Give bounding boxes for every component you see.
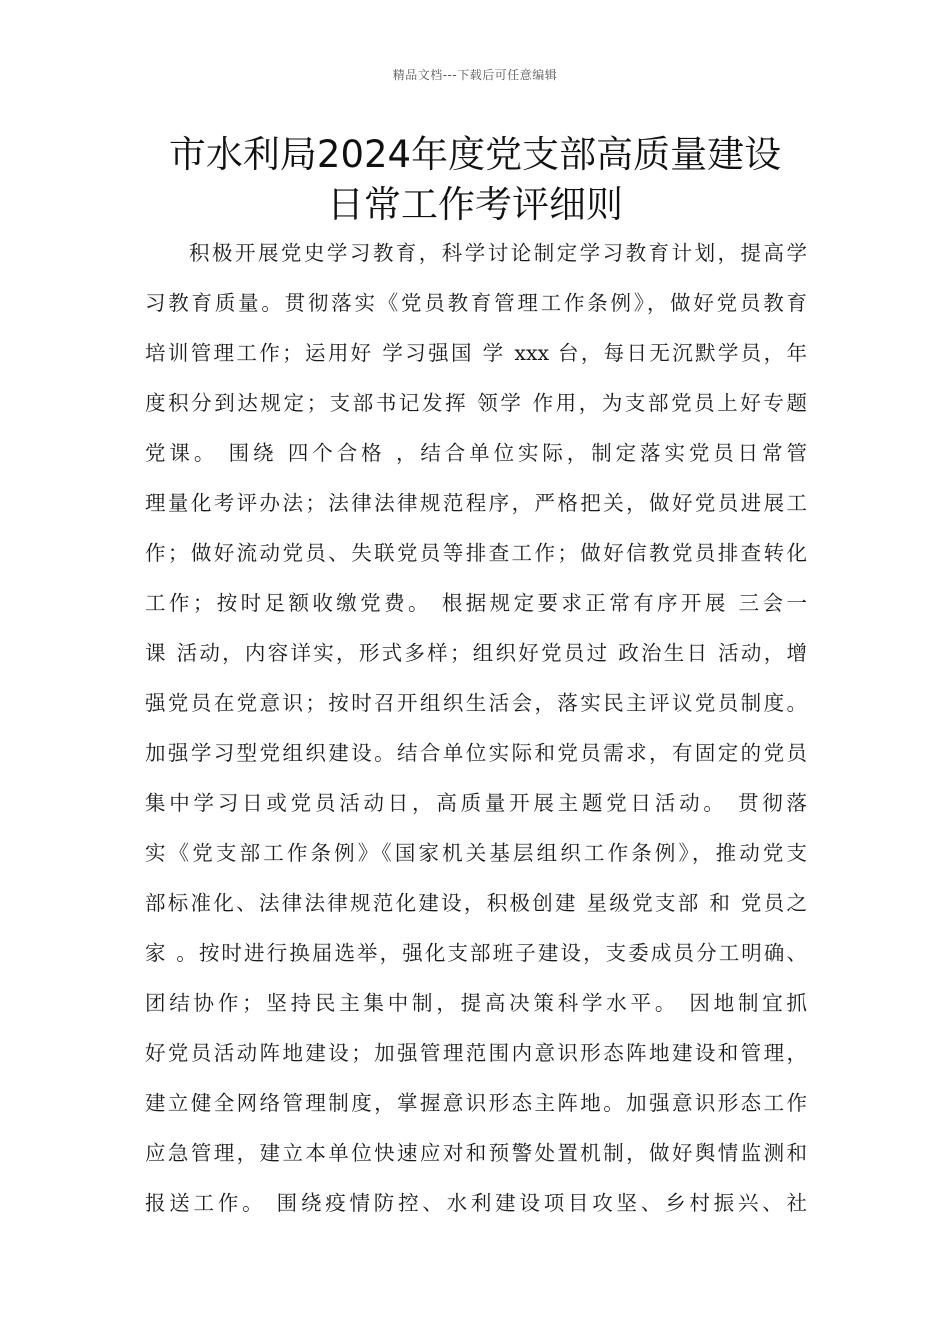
body-line: 理量化考评办法；法律法律规范程序，严格把关，做好党员进展工: [145, 491, 807, 515]
body-line: 集中学习日或党员活动日，高质量开展主题党日活动。 贯彻落: [145, 791, 807, 815]
body-line: 团结协作；坚持民主集中制，提高决策科学水平。 因地制宜抓: [145, 991, 807, 1015]
body-line: 强党员在党意识；按时召开组织生活会，落实民主评议党员制度。: [145, 691, 807, 715]
body-line: 实《党支部工作条例》《国家机关基层组织工作条例》，推动党支: [145, 841, 807, 865]
body-line: 积极开展党史学习教育，科学讨论制定学习教育计划，提高学: [189, 241, 807, 265]
body-line: 度积分到达规定；支部书记发挥 领学 作用，为支部党员上好专题: [145, 391, 807, 415]
body-line: 建立健全网络管理制度，掌握意识形态主阵地。加强意识形态工作: [145, 1091, 807, 1115]
body-line: 作；做好流动党员、失联党员等排查工作；做好信教党员排查转化: [145, 541, 807, 565]
body-line: 好党员活动阵地建设；加强管理范围内意识形态阵地建设和管理，: [145, 1041, 807, 1065]
body-line: 加强学习型党组织建设。结合单位实际和党员需求，有固定的党员: [145, 741, 807, 765]
body-line: 工作；按时足额收缴党费。 根据规定要求正常有序开展 三会一: [145, 591, 807, 615]
body-line: 党课。 围绕 四个合格 ，结合单位实际，制定落实党员日常管: [145, 441, 807, 465]
body-line: 习教育质量。贯彻落实《党员教育管理工作条例》，做好党员教育: [145, 291, 807, 315]
body-line: 应急管理，建立本单位快速应对和预警处置机制，做好舆情监测和: [145, 1141, 807, 1165]
document-title: [60, 130, 890, 230]
body-line: 部标准化、法律法律规范化建设，积极创建 星级党支部 和 党员之: [145, 891, 807, 915]
title-line-2: 日常工作考评细则: [327, 183, 623, 226]
body-paragraph: [145, 228, 807, 1228]
header-note: 精品文档---下载后可任意编辑: [392, 68, 558, 82]
body-line: 培训管理工作；运用好 学习强国 学 xxx 台，每日无沉默学员，年: [145, 341, 807, 365]
body-line: 课 活动，内容详实，形式多样；组织好党员过 政治生日 活动，增: [145, 641, 807, 665]
title-line-1: 市水利局2024年度党支部高质量建设: [168, 133, 782, 176]
body-line: 报送工作。 围绕疫情防控、水利建设项目攻坚、乡村振兴、社: [145, 1191, 807, 1215]
body-line: 家 。按时进行换届选举，强化支部班子建设，支委成员分工明确、: [145, 941, 807, 965]
